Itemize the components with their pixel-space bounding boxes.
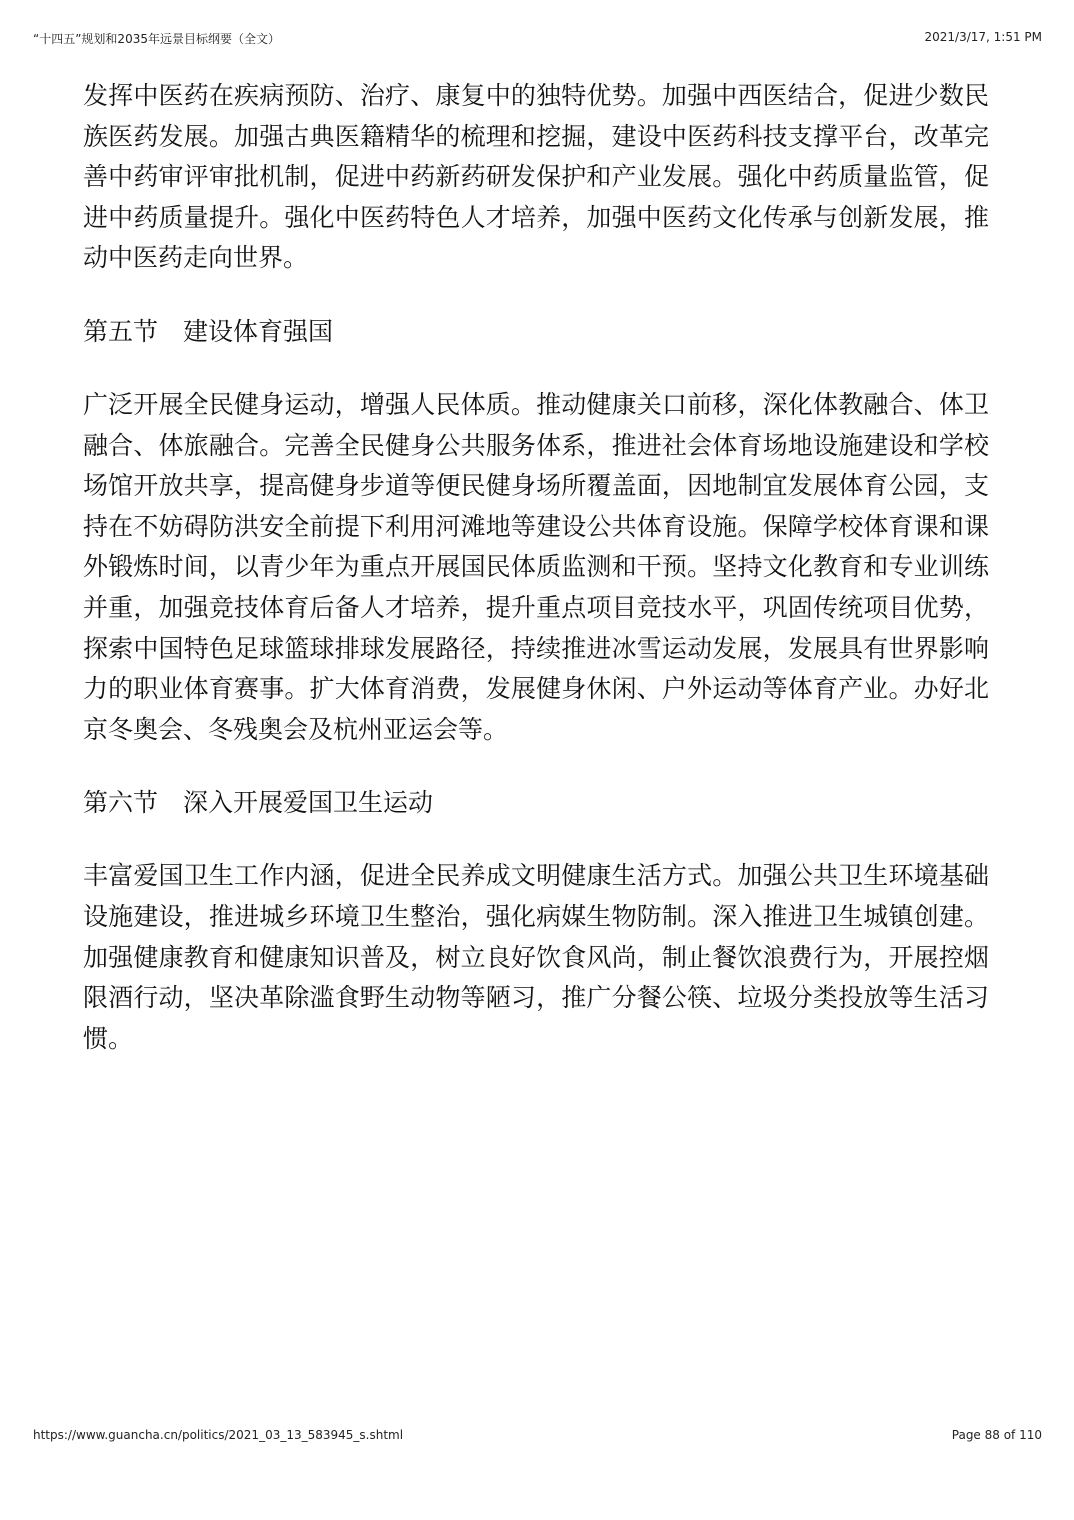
source-url: https://www.guancha.cn/politics/2021_03_13_583945_s.shtml	[33, 1428, 404, 1442]
print-footer	[33, 1428, 1042, 1448]
section-heading-6: 第六节 深入开展爱国卫生运动	[83, 788, 434, 818]
section-5-paragraph: 广泛开展全民健身运动，增强人民体质。推动健康关口前移，深化体教融合、体卫融合、体旅融合。完善全民健身公共服务体系，推进社会体育场地设施建设和学校场馆开放共享，提高健身步道等便民健身场所覆盖面，因地制宜发展体育公园，支持在不妨碍防洪安全前提下利用河滩地等建设公共体育设施。保障学校体育课和课外锻炼时间，以青少年为重点开展国民体质监测和干预。坚持文化教育和专业训练并重，加强竞技体育后备人才培养，提升重点项目竞技水平，巩固传统项目优势，探索中国特色足球篮球排球发展路径，持续推进冰雪运动发展，发展具有世界影响力的职业体育赛事。扩大体育消费，发展健身休闲、户外运动等体育产业。办好北京冬奥会、冬残奥会及杭州亚运会等。	[83, 389, 989, 744]
section-heading-5: 第五节 建设体育强国	[83, 316, 334, 346]
document-title: “十四五”规划和2035年远景目标纲要（全文）	[33, 32, 280, 46]
intro-paragraph: 发挥中医药在疾病预防、治疗、康复中的独特优势。加强中西医结合，促进少数民族医药发展。加强古典医籍精华的梳理和挖掘，建设中医药科技支撑平台，改革完善中药审评审批机制，促进中药新药研发保护和产业发展。强化中药质量监管，促进中药质量提升。强化中医药特色人才培养，加强中医药文化传承与创新发展，推动中医药走向世界。	[83, 81, 989, 273]
document-body	[83, 76, 989, 1059]
page-number: Page 88 of 110	[951, 1428, 1042, 1442]
section-6-paragraph: 丰富爱国卫生工作内涵，促进全民养成文明健康生活方式。加强公共卫生环境基础设施建设，推进城乡环境卫生整治，强化病媒生物防制。深入推进卫生城镇创建。加强健康教育和健康知识普及，树立良好饮食风尚，制止餐饮浪费行为，开展控烟限酒行动，坚决革除滥食野生动物等陋习，推广分餐公筷、垃圾分类投放等生活习惯。	[83, 861, 989, 1053]
print-header	[33, 30, 1042, 50]
print-timestamp: 2021/3/17, 1:51 PM	[924, 30, 1042, 44]
